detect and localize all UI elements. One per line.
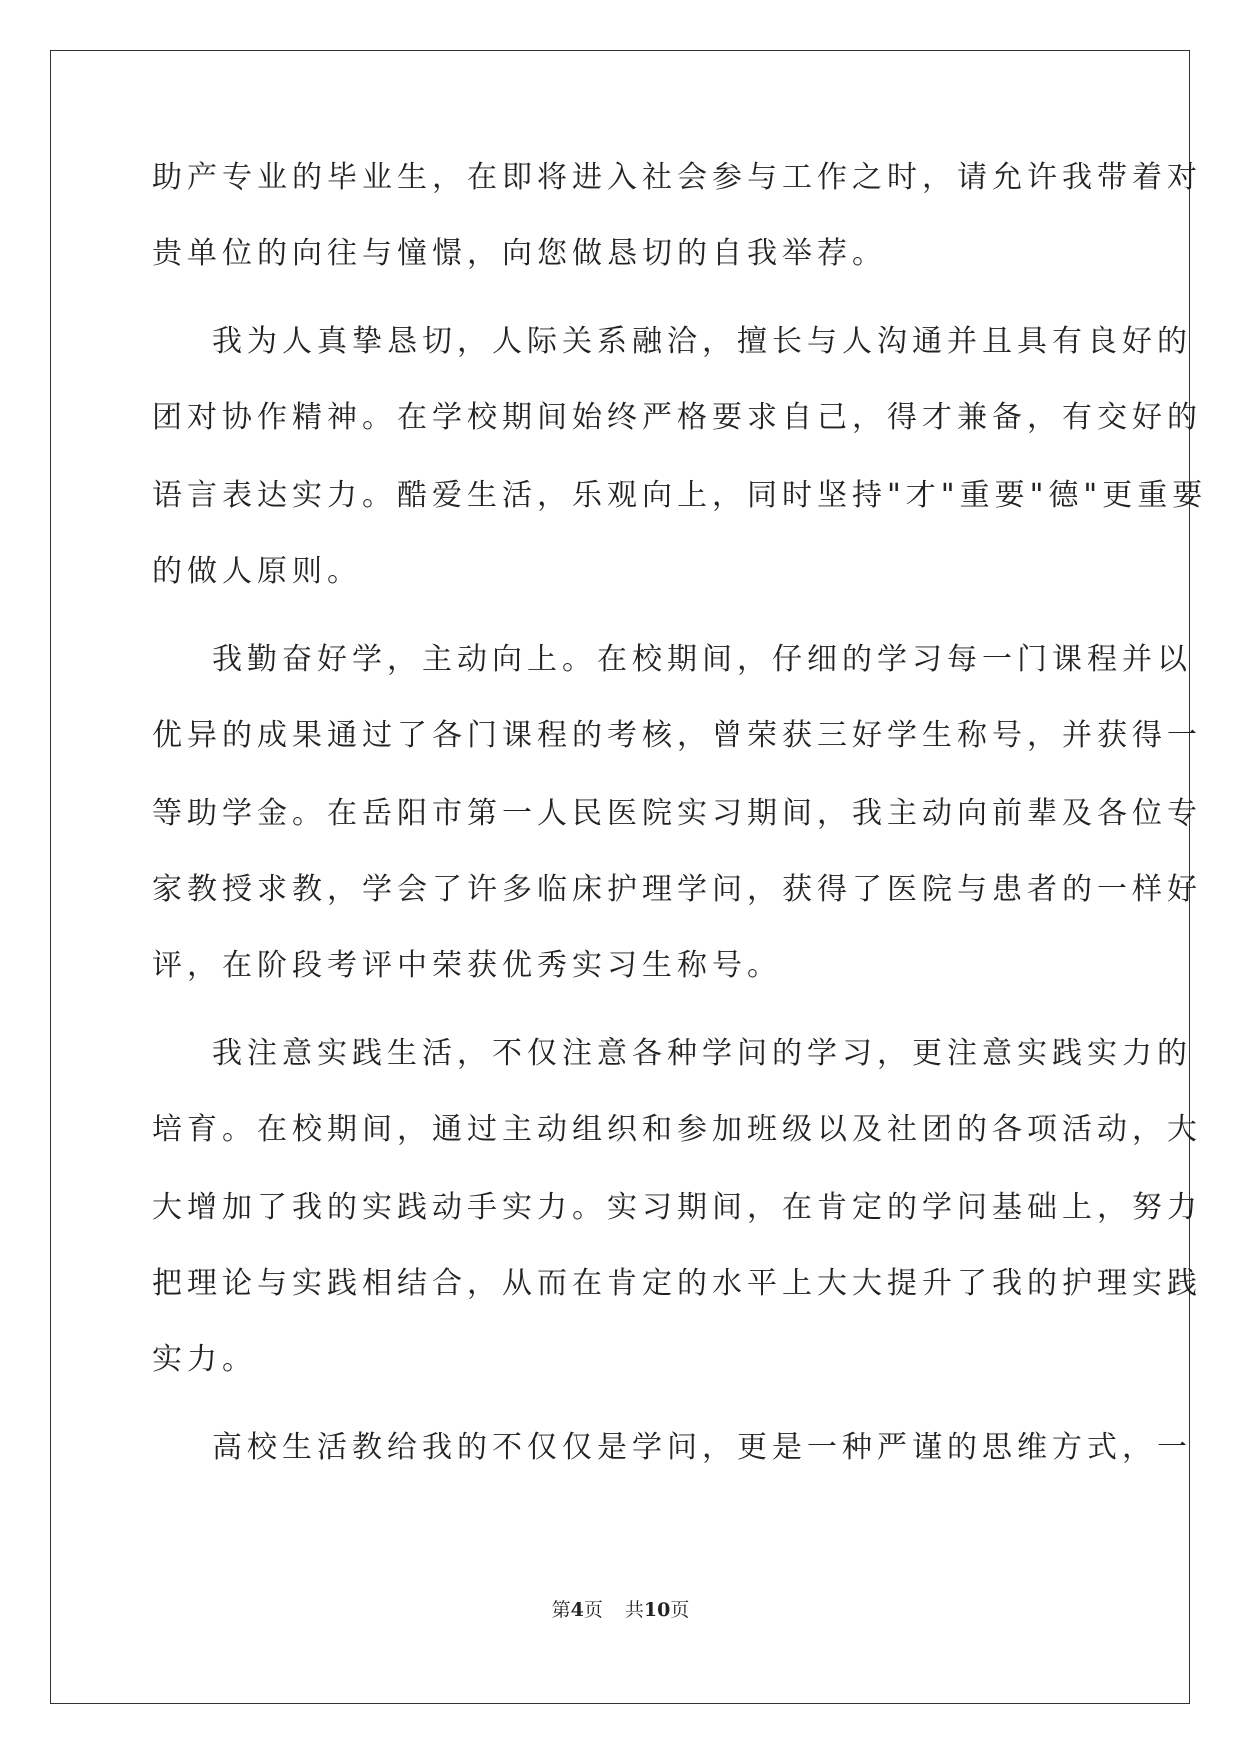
body-line: 贵单位的向往与憧憬，向您做恳切的自我举荐。: [152, 236, 887, 271]
body-line: 把理论与实践相结合，从而在肯定的水平上大大提升了我的护理实践: [152, 1266, 1202, 1301]
page-prefix: 第: [551, 1599, 571, 1621]
total-suffix: 页: [670, 1599, 690, 1621]
body-line: 优异的成果通过了各门课程的考核，曾荣获三好学生称号，并获得一: [152, 718, 1202, 753]
body-line: 高校生活教给我的不仅仅是学问，更是一种严谨的思维方式，一: [212, 1430, 1192, 1465]
page-suffix: 页: [583, 1599, 603, 1621]
body-line: 语言表达实力。酷爱生活，乐观向上，同时坚持"才"重要"德"更重要: [152, 478, 1208, 513]
body-line: 团对协作精神。在学校期间始终严格要求自己，得才兼备，有交好的: [152, 400, 1202, 435]
page-footer: [0, 1595, 1241, 1622]
body-line: 家教授求教，学会了许多临床护理学问，获得了医院与患者的一样好: [152, 872, 1202, 907]
body-line: 的做人原则。: [152, 554, 362, 589]
body-line: 培育。在校期间，通过主动组织和参加班级以及社团的各项活动，大: [152, 1112, 1202, 1147]
body-line: 等助学金。在岳阳市第一人民医院实习期间，我主动向前辈及各位专: [152, 796, 1202, 831]
body-line: 助产专业的毕业生，在即将进入社会参与工作之时，请允许我带着对: [152, 160, 1202, 195]
body-line: 评，在阶段考评中荣获优秀实习生称号。: [152, 948, 782, 983]
body-line: 大增加了我的实践动手实力。实习期间，在肯定的学问基础上，努力: [152, 1190, 1202, 1225]
total-pages: 10: [643, 1599, 671, 1621]
page-number: 4: [570, 1599, 584, 1621]
body-line: 我为人真挚恳切，人际关系融洽，擅长与人沟通并且具有良好的: [212, 324, 1192, 359]
body-line: 我勤奋好学，主动向上。在校期间，仔细的学习每一门课程并以: [212, 642, 1192, 677]
total-prefix: 共: [624, 1599, 644, 1621]
body-line: 实力。: [152, 1342, 257, 1377]
body-line: 我注意实践生活，不仅注意各种学问的学习，更注意实践实力的: [212, 1036, 1192, 1071]
